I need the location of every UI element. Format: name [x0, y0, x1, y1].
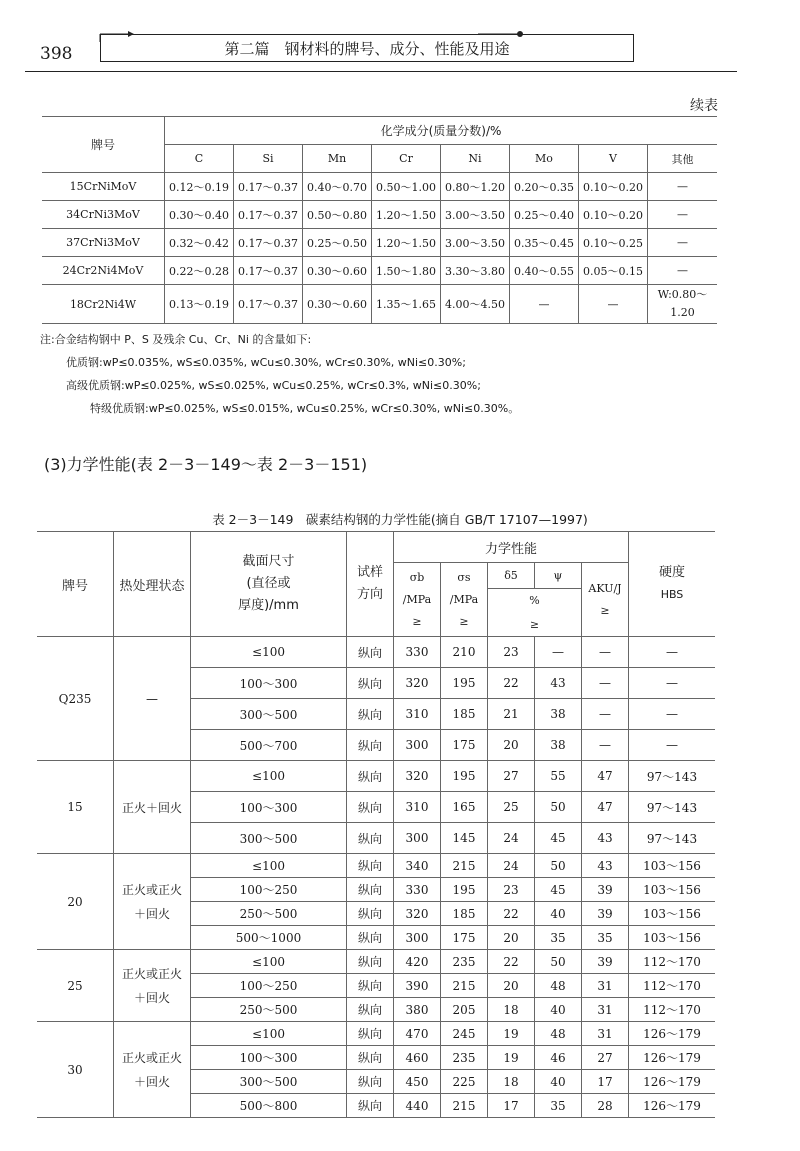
value-cell: 19: [488, 1022, 535, 1046]
value-cell: 45: [535, 878, 582, 902]
value-cell: 1.50～1.80: [372, 257, 441, 285]
value-cell: 390: [394, 974, 441, 998]
direction-cell: 纵向: [347, 668, 394, 699]
mechanical-properties-table: [37, 531, 715, 1118]
value-cell: 112～170: [629, 950, 716, 974]
value-cell: 195: [441, 668, 488, 699]
value-cell: 175: [441, 926, 488, 950]
value-cell: 48: [535, 974, 582, 998]
value-cell: 103～156: [629, 854, 716, 878]
direction-cell: 纵向: [347, 637, 394, 668]
value-cell: —: [648, 229, 718, 257]
value-cell: 205: [441, 998, 488, 1022]
value-cell: 145: [441, 823, 488, 854]
value-cell: 0.17～0.37: [234, 201, 303, 229]
composition-group-header: 化学成分(质量分数)/%: [165, 117, 718, 145]
column-header: Si: [234, 145, 303, 173]
value-cell: 0.20～0.35: [510, 173, 579, 201]
grade-header: 牌号: [42, 117, 165, 173]
value-cell: 100～300: [191, 792, 347, 823]
table-row: [37, 854, 715, 878]
yield-strength-header: [441, 563, 488, 637]
tensile-strength-header: [394, 563, 441, 637]
value-cell: 1.20～1.50: [372, 201, 441, 229]
table-row: [42, 285, 717, 324]
grade-header: 牌号: [37, 532, 114, 637]
value-cell: 100～300: [191, 668, 347, 699]
value-cell: 500～1000: [191, 926, 347, 950]
value-cell: 300～500: [191, 699, 347, 730]
value-cell: 31: [582, 1022, 629, 1046]
hardness-header-line: 硬度: [658, 565, 685, 580]
value-cell: 47: [582, 761, 629, 792]
value-cell: 500～800: [191, 1094, 347, 1118]
grade-cell: 15: [37, 761, 114, 854]
composition-table: [42, 116, 717, 324]
direction-cell: 纵向: [347, 1070, 394, 1094]
grade-cell: 20: [37, 854, 114, 950]
value-cell: 24: [488, 854, 535, 878]
gte-symbol: ≥: [488, 613, 582, 637]
value-cell: 320: [394, 668, 441, 699]
value-cell: 20: [488, 974, 535, 998]
value-cell: 235: [441, 1046, 488, 1070]
table-caption: 表 2－3－149 碳素结构钢的力学性能(摘自 GB/T 17107—1997): [212, 512, 588, 527]
value-cell: 17: [582, 1070, 629, 1094]
value-cell: 185: [441, 699, 488, 730]
value-cell: 1.35～1.65: [372, 285, 441, 324]
note-line: 注:合金结构钢中 P、S 及残余 Cu、Cr、Ni 的含量如下:: [40, 333, 312, 346]
heat-treatment-line: 正火或正火: [121, 966, 182, 981]
grade-cell: 18Cr2Ni4W: [42, 285, 165, 324]
value-cell: 18: [488, 998, 535, 1022]
value-cell: 0.50～1.00: [372, 173, 441, 201]
value-cell: 35: [535, 1094, 582, 1118]
value-cell: 22: [488, 950, 535, 974]
heat-treatment-line: 正火或正火: [121, 1050, 182, 1065]
value-cell: 39: [582, 902, 629, 926]
section-title: (3)力学性能(表 2－3－149～表 2－3－151): [44, 455, 368, 474]
value-cell: 50: [535, 950, 582, 974]
heat-treatment-header: 热处理状态: [114, 532, 191, 637]
value-cell: 420: [394, 950, 441, 974]
value-cell: 3.00～3.50: [441, 201, 510, 229]
value-cell: 185: [441, 902, 488, 926]
value-cell: 0.10～0.20: [579, 201, 648, 229]
value-cell: 27: [488, 761, 535, 792]
value-cell: 235: [441, 950, 488, 974]
value-cell: 0.30～0.60: [303, 285, 372, 324]
value-cell: 18: [488, 1070, 535, 1094]
value-cell: —: [629, 637, 716, 668]
table-row: [42, 201, 717, 229]
heat-treatment-line: ＋回火: [133, 990, 170, 1005]
direction-cell: 纵向: [347, 1022, 394, 1046]
value-cell: 46: [535, 1046, 582, 1070]
value-cell: —: [648, 257, 718, 285]
value-cell: 215: [441, 854, 488, 878]
value-cell: 0.40～0.70: [303, 173, 372, 201]
value-cell: 3.00～3.50: [441, 229, 510, 257]
value-cell: 0.13～0.19: [165, 285, 234, 324]
value-cell: 43: [582, 823, 629, 854]
direction-cell: 纵向: [347, 926, 394, 950]
value-cell: 460: [394, 1046, 441, 1070]
direction-cell: 纵向: [347, 792, 394, 823]
column-header: V: [579, 145, 648, 173]
continued-label: 续表: [690, 98, 718, 114]
direction-cell: 纵向: [347, 761, 394, 792]
value-cell: 38: [535, 730, 582, 761]
heat-treatment-cell: 正火＋回火: [114, 761, 191, 854]
percent-unit: %: [488, 589, 582, 613]
value-cell: —: [582, 699, 629, 730]
value-cell: 450: [394, 1070, 441, 1094]
sigma-b-symbol: σb: [409, 570, 425, 584]
hardness-header: [629, 532, 716, 637]
value-cell: 100～300: [191, 1046, 347, 1070]
direction-cell: 纵向: [347, 823, 394, 854]
value-cell: 225: [441, 1070, 488, 1094]
value-cell: 100～250: [191, 878, 347, 902]
value-cell: 300～500: [191, 1070, 347, 1094]
value-cell: 17: [488, 1094, 535, 1118]
unit-label: /MPa: [449, 592, 479, 606]
value-cell: 22: [488, 902, 535, 926]
value-cell: 0.17～0.37: [234, 285, 303, 324]
value-cell: —: [579, 285, 648, 324]
value-cell: —: [582, 668, 629, 699]
value-cell: 48: [535, 1022, 582, 1046]
value-cell: 0.80～1.20: [441, 173, 510, 201]
value-cell: —: [582, 637, 629, 668]
heat-treatment-line: ＋回火: [133, 1074, 170, 1089]
direction-cell: 纵向: [347, 1094, 394, 1118]
value-cell: 21: [488, 699, 535, 730]
value-cell: —: [629, 699, 716, 730]
value-cell: 0.17～0.37: [234, 173, 303, 201]
value-cell: 0.40～0.55: [510, 257, 579, 285]
value-cell: —: [648, 201, 718, 229]
value-cell: W:0.80～1.20: [648, 285, 718, 324]
value-cell: 195: [441, 761, 488, 792]
value-cell: 380: [394, 998, 441, 1022]
table-row: [37, 637, 715, 668]
mechanical-properties-group-header: 力学性能: [394, 532, 629, 563]
value-cell: 35: [582, 926, 629, 950]
table-row: [37, 1022, 715, 1046]
value-cell: 300: [394, 730, 441, 761]
value-cell: 103～156: [629, 902, 716, 926]
value-cell: 19: [488, 1046, 535, 1070]
value-cell: 320: [394, 902, 441, 926]
value-cell: 300～500: [191, 823, 347, 854]
gte-symbol: ≥: [412, 614, 422, 628]
value-cell: 126～179: [629, 1070, 716, 1094]
value-cell: 27: [582, 1046, 629, 1070]
value-cell: 300: [394, 926, 441, 950]
size-header-line: 截面尺寸: [242, 554, 295, 569]
direction-cell: 纵向: [347, 950, 394, 974]
value-cell: 440: [394, 1094, 441, 1118]
value-cell: 112～170: [629, 998, 716, 1022]
value-cell: —: [648, 173, 718, 201]
gte-symbol: ≥: [459, 614, 469, 628]
value-cell: —: [535, 637, 582, 668]
column-header: Ni: [441, 145, 510, 173]
value-cell: 50: [535, 854, 582, 878]
direction-cell: 纵向: [347, 878, 394, 902]
grade-cell: 25: [37, 950, 114, 1022]
value-cell: 0.30～0.40: [165, 201, 234, 229]
value-cell: 100～250: [191, 974, 347, 998]
gte-symbol: ≥: [600, 603, 610, 617]
value-cell: 0.25～0.50: [303, 229, 372, 257]
column-header: Mn: [303, 145, 372, 173]
column-header: C: [165, 145, 234, 173]
direction-cell: 纵向: [347, 854, 394, 878]
grade-cell: 24Cr2Ni4MoV: [42, 257, 165, 285]
value-cell: 43: [582, 854, 629, 878]
value-cell: 38: [535, 699, 582, 730]
value-cell: 40: [535, 1070, 582, 1094]
value-cell: 23: [488, 637, 535, 668]
aku-symbol: AKU/J: [588, 581, 622, 595]
value-cell: 0.12～0.19: [165, 173, 234, 201]
value-cell: 24: [488, 823, 535, 854]
value-cell: 0.10～0.20: [579, 173, 648, 201]
size-header-line: (直径或: [246, 576, 291, 591]
value-cell: 97～143: [629, 761, 716, 792]
value-cell: 112～170: [629, 974, 716, 998]
direction-header-line: 方向: [356, 587, 383, 602]
value-cell: 0.50～0.80: [303, 201, 372, 229]
value-cell: 35: [535, 926, 582, 950]
value-cell: 28: [582, 1094, 629, 1118]
value-cell: 22: [488, 668, 535, 699]
heat-treatment-cell: [114, 950, 191, 1022]
heat-treatment-cell: —: [114, 637, 191, 761]
column-header: Mo: [510, 145, 579, 173]
value-cell: 40: [535, 998, 582, 1022]
heat-treatment-cell: [114, 854, 191, 950]
value-cell: 470: [394, 1022, 441, 1046]
value-cell: 97～143: [629, 823, 716, 854]
note-line: 高级优质钢:wP≤0.025%, wS≤0.025%, wCu≤0.25%, wCr≤0.3%, wNi≤0.30%;: [66, 379, 481, 392]
heat-treatment-line: 正火或正火: [121, 882, 182, 897]
hardness-header-line: HBS: [660, 588, 684, 601]
value-cell: 0.22～0.28: [165, 257, 234, 285]
direction-header-line: 试样: [356, 565, 383, 580]
grade-cell: Q235: [37, 637, 114, 761]
direction-cell: 纵向: [347, 730, 394, 761]
value-cell: ≤100: [191, 854, 347, 878]
section-size-header: [191, 532, 347, 637]
value-cell: 0.10～0.25: [579, 229, 648, 257]
direction-cell: 纵向: [347, 998, 394, 1022]
value-cell: 126～179: [629, 1022, 716, 1046]
table-row: [37, 950, 715, 974]
value-cell: 250～500: [191, 998, 347, 1022]
value-cell: 500～700: [191, 730, 347, 761]
heat-treatment-cell: [114, 1022, 191, 1118]
value-cell: 126～179: [629, 1046, 716, 1070]
value-cell: 300: [394, 823, 441, 854]
value-cell: 47: [582, 792, 629, 823]
table-row: [42, 257, 717, 285]
value-cell: 3.30～3.80: [441, 257, 510, 285]
value-cell: 39: [582, 950, 629, 974]
value-cell: 23: [488, 878, 535, 902]
value-cell: 0.32～0.42: [165, 229, 234, 257]
value-cell: 215: [441, 974, 488, 998]
value-cell: ≤100: [191, 761, 347, 792]
value-cell: 25: [488, 792, 535, 823]
heat-treatment-line: ＋回火: [133, 906, 170, 921]
value-cell: 20: [488, 926, 535, 950]
value-cell: 0.25～0.40: [510, 201, 579, 229]
table-row: [42, 173, 717, 201]
value-cell: 103～156: [629, 926, 716, 950]
value-cell: 126～179: [629, 1094, 716, 1118]
page-number: 398: [40, 44, 73, 64]
grade-cell: 30: [37, 1022, 114, 1118]
value-cell: 245: [441, 1022, 488, 1046]
grade-cell: 15CrNiMoV: [42, 173, 165, 201]
value-cell: ≤100: [191, 637, 347, 668]
value-cell: 0.35～0.45: [510, 229, 579, 257]
grade-cell: 37CrNi3MoV: [42, 229, 165, 257]
value-cell: 103～156: [629, 878, 716, 902]
sigma-s-symbol: σs: [457, 570, 471, 584]
column-header: Cr: [372, 145, 441, 173]
value-cell: 0.17～0.37: [234, 257, 303, 285]
value-cell: 310: [394, 792, 441, 823]
reduction-of-area-header: ψ: [535, 563, 582, 589]
direction-cell: 纵向: [347, 1046, 394, 1070]
value-cell: 0.05～0.15: [579, 257, 648, 285]
value-cell: 1.20～1.50: [372, 229, 441, 257]
value-cell: 340: [394, 854, 441, 878]
header-rule: [25, 71, 737, 72]
direction-cell: 纵向: [347, 974, 394, 998]
unit-label: /MPa: [402, 592, 432, 606]
direction-cell: 纵向: [347, 699, 394, 730]
value-cell: 97～143: [629, 792, 716, 823]
impact-energy-header: [582, 563, 629, 637]
value-cell: 195: [441, 878, 488, 902]
value-cell: —: [582, 730, 629, 761]
value-cell: —: [510, 285, 579, 324]
table-row: [37, 761, 715, 792]
value-cell: 0.17～0.37: [234, 229, 303, 257]
table-row: [42, 229, 717, 257]
value-cell: 0.30～0.60: [303, 257, 372, 285]
value-cell: 215: [441, 1094, 488, 1118]
value-cell: 50: [535, 792, 582, 823]
value-cell: —: [629, 730, 716, 761]
value-cell: 4.00～4.50: [441, 285, 510, 324]
value-cell: 43: [535, 668, 582, 699]
value-cell: 250～500: [191, 902, 347, 926]
value-cell: 320: [394, 761, 441, 792]
value-cell: 330: [394, 637, 441, 668]
value-cell: 55: [535, 761, 582, 792]
size-header-line: 厚度)/mm: [238, 598, 299, 613]
value-cell: 45: [535, 823, 582, 854]
value-cell: 31: [582, 974, 629, 998]
value-cell: —: [629, 668, 716, 699]
note-line: 优质钢:wP≤0.035%, wS≤0.035%, wCu≤0.30%, wCr≤0.30%, wNi≤0.30%;: [66, 356, 466, 369]
value-cell: 175: [441, 730, 488, 761]
elongation-header: δ5: [488, 563, 535, 589]
value-cell: 165: [441, 792, 488, 823]
value-cell: 310: [394, 699, 441, 730]
value-cell: 20: [488, 730, 535, 761]
value-cell: ≤100: [191, 950, 347, 974]
direction-cell: 纵向: [347, 902, 394, 926]
value-cell: 40: [535, 902, 582, 926]
value-cell: 31: [582, 998, 629, 1022]
specimen-direction-header: [347, 532, 394, 637]
column-header: 其他: [648, 145, 718, 173]
value-cell: 210: [441, 637, 488, 668]
running-header-title: 第二篇 钢材料的牌号、成分、性能及用途: [224, 40, 510, 58]
note-line: 特级优质钢:wP≤0.025%, wS≤0.015%, wCu≤0.25%, wCr≤0.30%, wNi≤0.30%。: [90, 402, 520, 415]
grade-cell: 34CrNi3MoV: [42, 201, 165, 229]
value-cell: ≤100: [191, 1022, 347, 1046]
value-cell: 330: [394, 878, 441, 902]
value-cell: 39: [582, 878, 629, 902]
